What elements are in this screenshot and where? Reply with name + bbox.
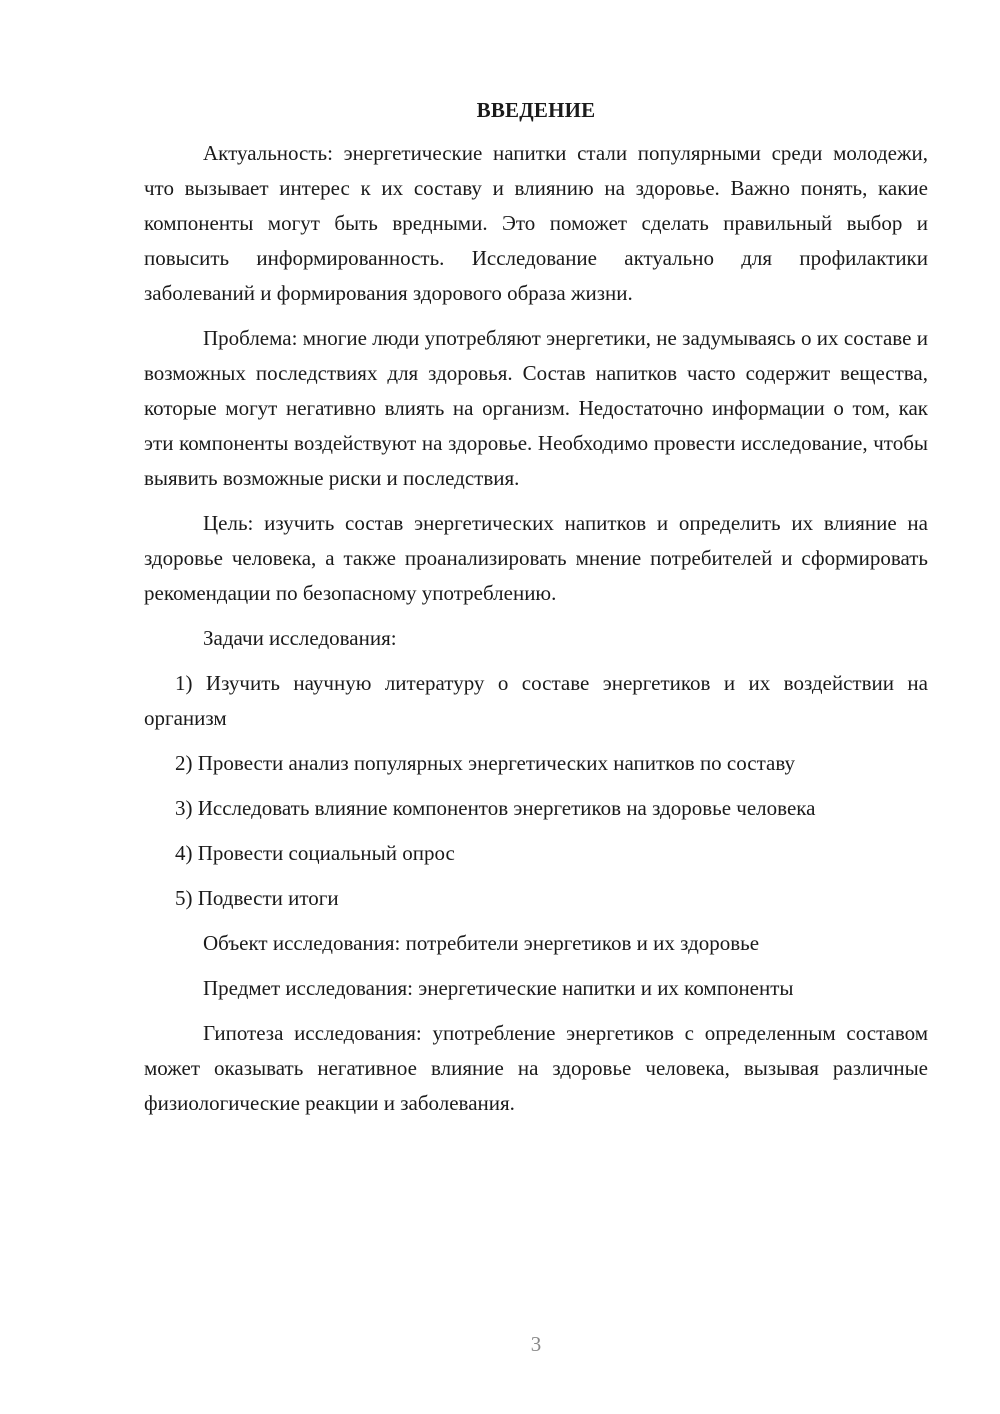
section-heading: ВВЕДЕНИЕ — [476, 98, 596, 122]
subject-paragraph: Предмет исследования: энергетические напитки и их компоненты — [203, 976, 794, 1000]
task-item: 2) Провести анализ популярных энергетических напитков по составу — [175, 751, 796, 775]
problem-paragraph: Проблема: многие люди употребляют энергетики, не задумываясь о их составе и возможных последствиях для здоровья. Состав напитков часто содержит вещества, которые могут негативно влиять на организм. Недостаточно информации о том, как эти компоненты воздействуют на здоровье. Необходимо провести исследование, чтобы выявить возможные риски и последствия. — [144, 326, 928, 490]
object-paragraph: Объект исследования: потребители энергетиков и их здоровье — [203, 931, 760, 955]
task-item: 5) Подвести итоги — [175, 886, 339, 910]
task-item: 3) Исследовать влияние компонентов энергетиков на здоровье человека — [175, 796, 816, 820]
hypothesis-paragraph: Гипотеза исследования: употребление энергетиков с определенным составом может оказывать негативное влияние на здоровье человека, вызывая различные физиологические реакции и заболевания. — [144, 1021, 928, 1115]
task-item: 1) Изучить научную литературу о составе энергетиков и их воздействии на организм — [144, 671, 928, 730]
task-item: 4) Провести социальный опрос — [175, 841, 455, 865]
page-number: 3 — [530, 1332, 542, 1356]
goal-paragraph: Цель: изучить состав энергетических напитков и определить их влияние на здоровье человека, а также проанализировать мнение потребителей и сформировать рекомендации по безопасному употреблению. — [144, 511, 928, 605]
page-content — [144, 90, 928, 1131]
tasks-heading: Задачи исследования: — [203, 626, 397, 650]
relevance-paragraph: Актуальность: энергетические напитки стали популярными среди молодежи, что вызывает интерес к их составу и влиянию на здоровье. Важно понять, какие компоненты могут быть вредными. Это поможет сделать правильный выбор и повысить информированность. Исследование актуально для профилактики заболеваний и формирования здорового образа жизни. — [144, 141, 928, 305]
